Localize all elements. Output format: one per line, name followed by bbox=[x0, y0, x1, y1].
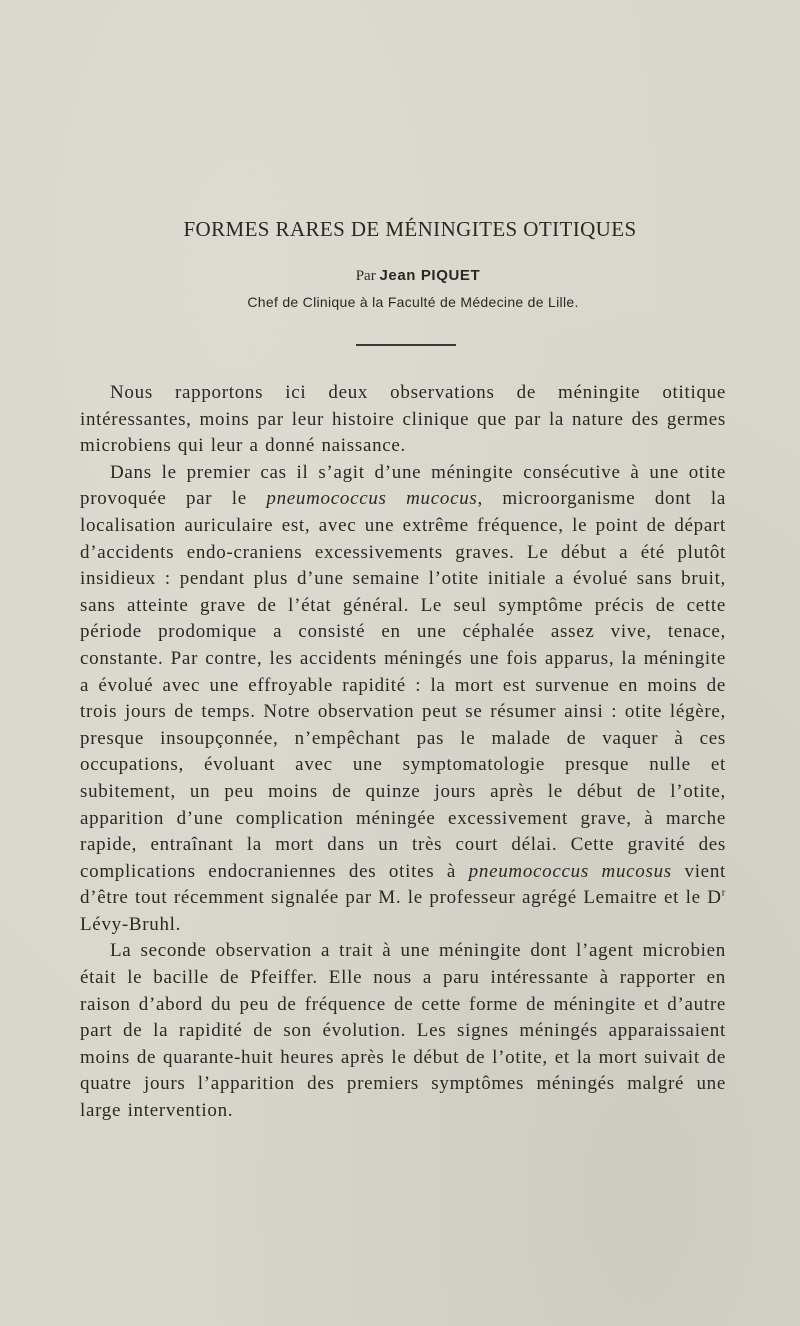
byline bbox=[0, 266, 800, 286]
paragraph-2 bbox=[80, 460, 726, 939]
author-affiliation: Chef de Clinique à la Faculté de Médecine de Lille. bbox=[247, 294, 579, 310]
author-name: Jean PIQUET bbox=[379, 267, 481, 284]
paragraph-3-text: La seconde observation a trait à une méningite dont l’agent microbien était le bacille de Pfeiffer. Elle nous a paru intéressante à rapporter en raison d’abord du peu de fréquence de cette forme de méningite et d’autre part de la rapidité de son évolution. Les signes méningés apparaissaient moins de quarante-huit heures après le début de l’otite, et la mort suivait de quatre jours l’apparition des premiers symptômes méningés malgré une large intervention. bbox=[80, 940, 726, 1122]
species-name-1: pneumococcus mucocus bbox=[266, 488, 478, 510]
species-name-2: pneumococcus mucosus bbox=[468, 860, 672, 882]
paragraph-2-part-a: Dans le premier cas il s’agit d’une méningite consécutive à une otite provoquée par le bbox=[80, 461, 726, 510]
paragraph-1-text: Nous rapportons ici deux observations de méningite otitique intéressantes, moins par leur histoire clinique que par la nature des germes microbiens qui leur a donné naissance. bbox=[80, 382, 726, 457]
paragraph-2-part-c: vient d’être tout récemment signalée par M. le professeur agrégé Lemaitre et le D bbox=[80, 860, 726, 909]
doctor-abbrev-sup: r bbox=[721, 886, 726, 899]
paragraph-2-part-b: , microorganisme dont la localisation auriculaire est, avec une extrême fréquence, le point de départ d’accidents endo-craniens excessivements graves. Le début a été plutôt insidieux : pendant plus d’une semaine l’otite initiale a évolué sans bruit, sans atteinte grave de l’état général. Le seul symptôme précis de cette période prodomique a consisté en une céphalée assez vive, tenace, constante. Par contre, les accidents méningés une fois apparus, la méningite a évolué avec une effroyable rapidité : la mort est survenue en moins de trois jours de temps. Notre observation peut se résumer ainsi : otite légère, presque insoupçonnée, n’empêchant pas le malade de vaquer à ces occupations, évoluant avec une symptomatologie presque nulle et subitement, un peu moins de quinze jours après le début de l’otite, apparition d’une complication méningée excessivement grave, à marche rapide, entraînant la mort dans un très court délai. Cette gravité des complications endocraniennes des otites à bbox=[80, 488, 726, 882]
paragraph-1 bbox=[80, 380, 726, 460]
paragraph-2-part-d: Lévy-Bruhl. bbox=[80, 913, 182, 935]
byline-prefix: Par bbox=[355, 268, 380, 284]
paragraph-3 bbox=[80, 938, 726, 1124]
article-body bbox=[80, 380, 726, 1125]
article-title: FORMES RARES DE MÉNINGITES OTITIQUES bbox=[183, 217, 637, 241]
title-divider bbox=[356, 344, 456, 346]
